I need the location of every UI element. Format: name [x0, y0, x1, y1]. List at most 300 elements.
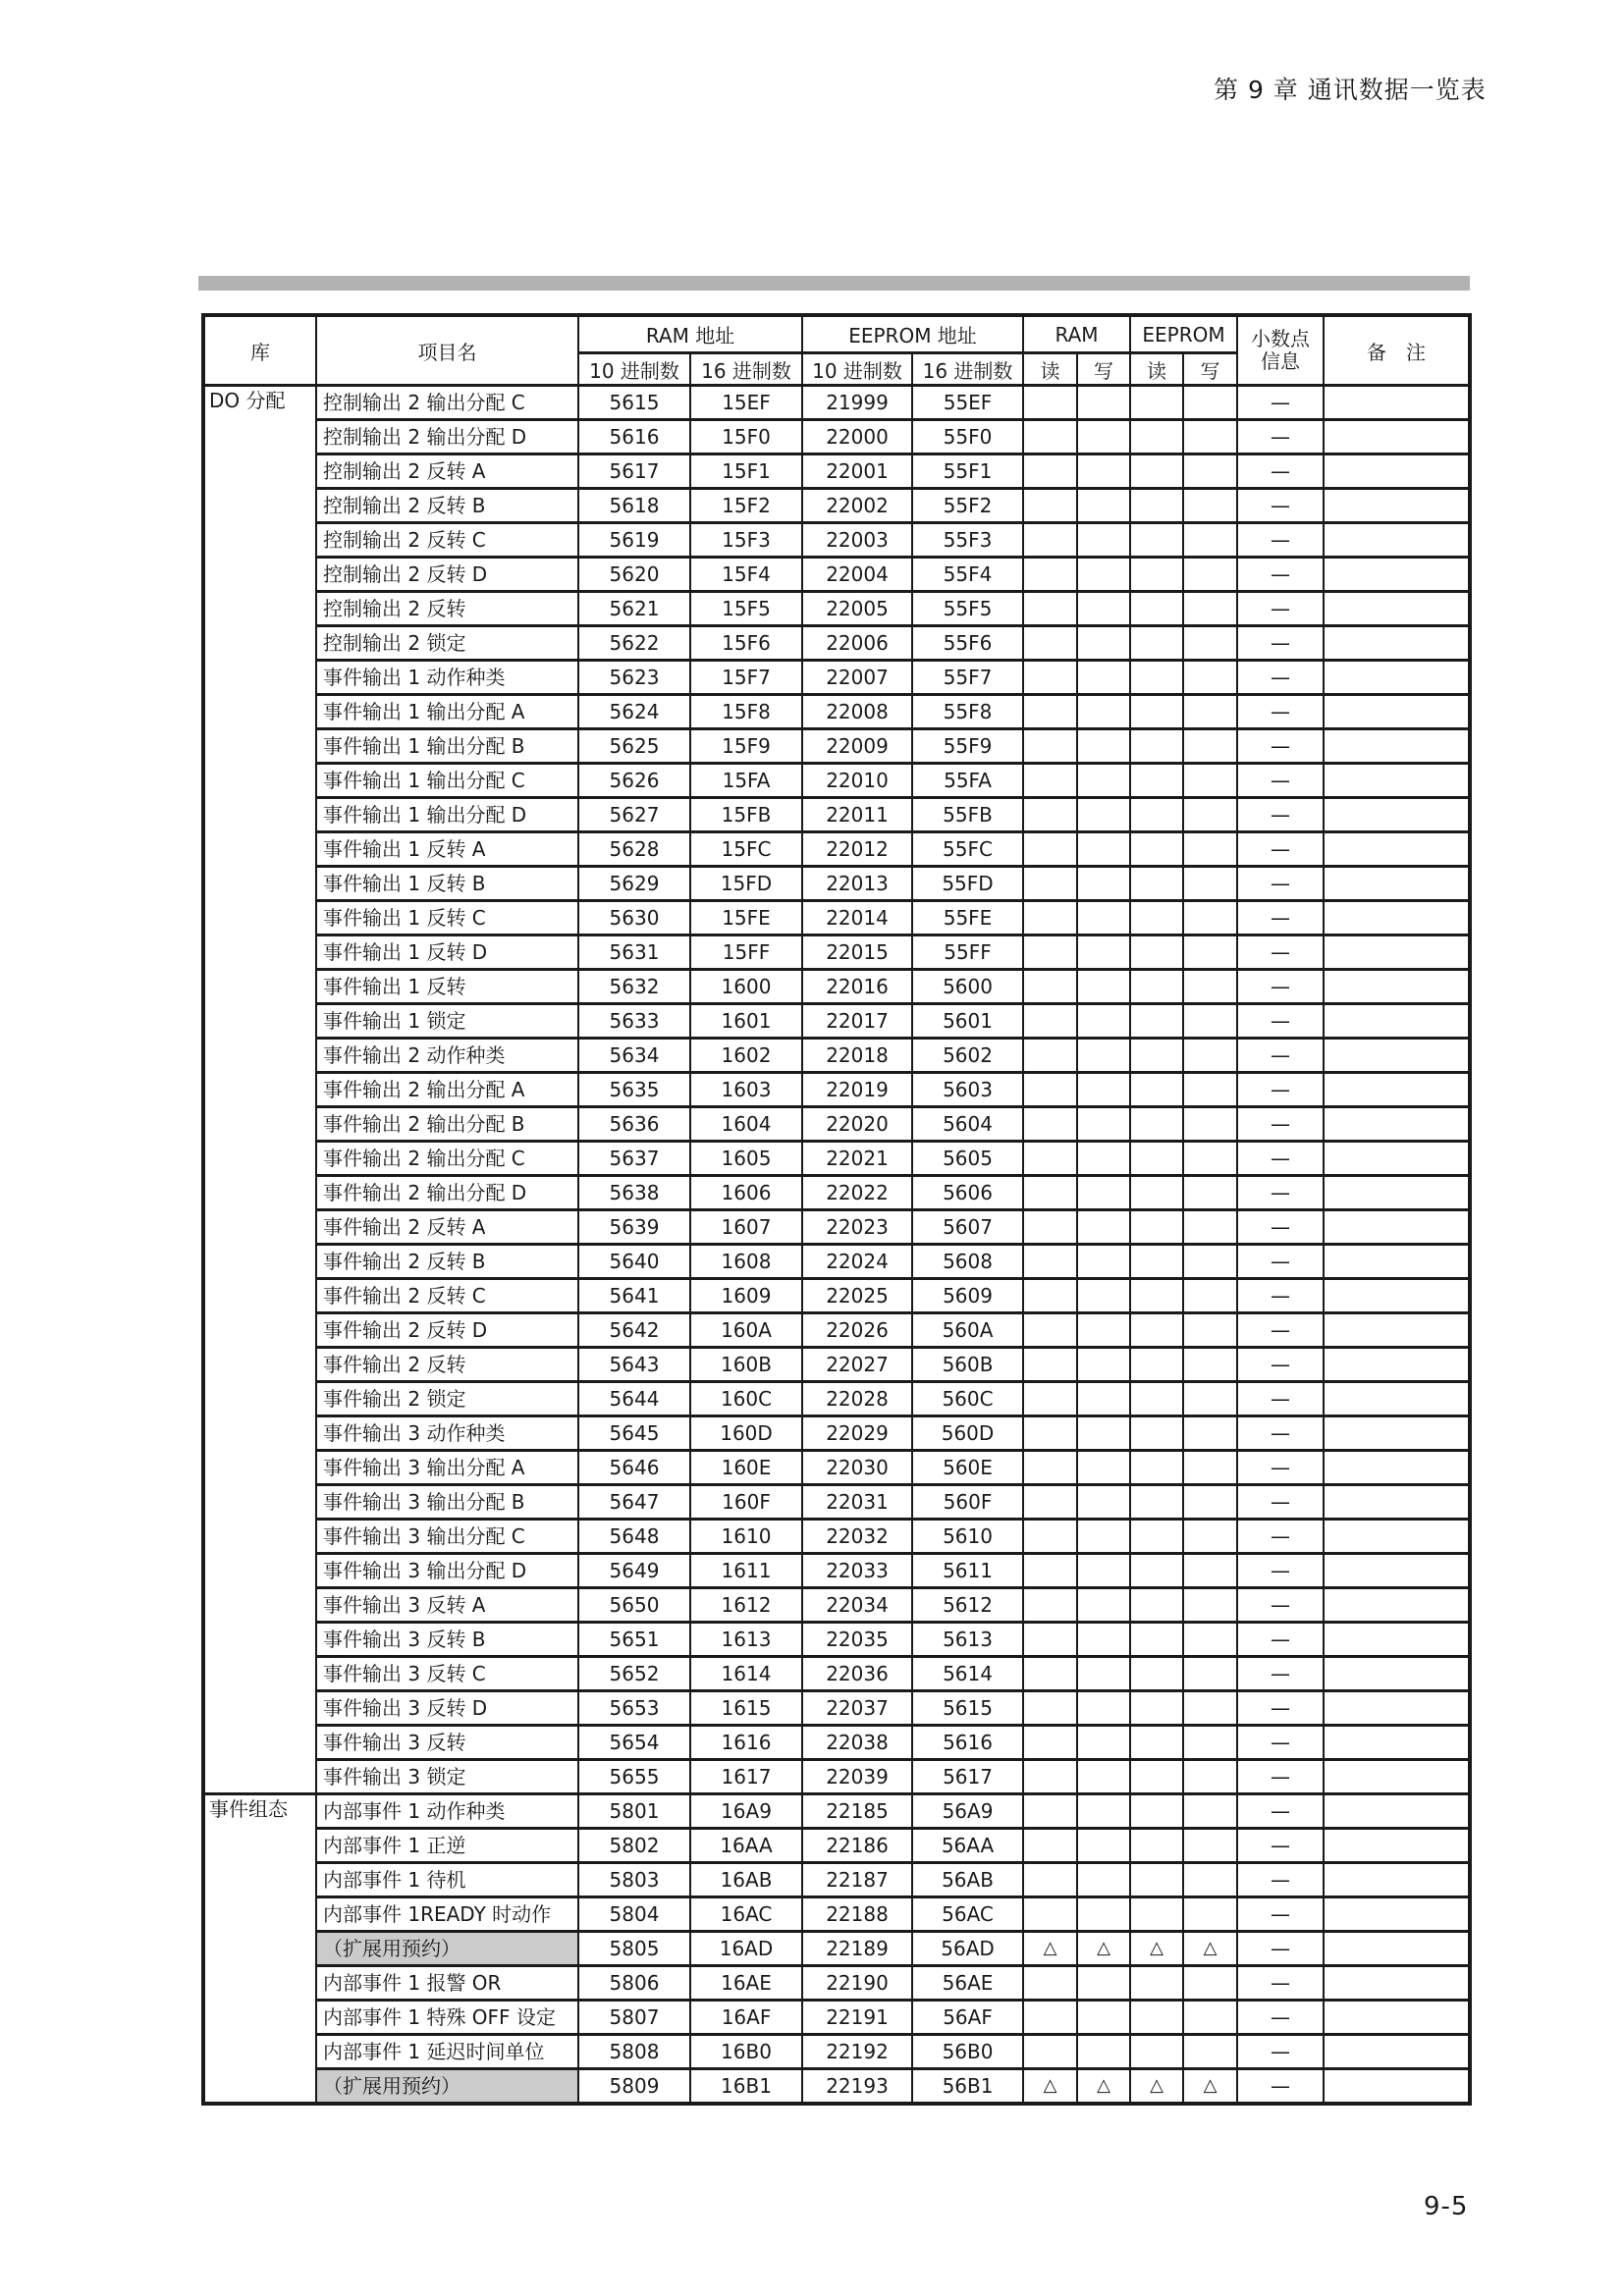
decimal-point-cell: — [1237, 454, 1324, 489]
ram-write-cell [1077, 764, 1130, 798]
decimal-point-cell: — [1237, 1897, 1324, 1932]
remark-cell [1324, 1073, 1470, 1107]
eeprom-read-cell [1130, 1691, 1183, 1726]
col-header-eeprom-address: EEPROM 地址 [802, 315, 1023, 353]
item-name-cell: 事件输出 2 输出分配 D [316, 1176, 578, 1210]
decimal-point-cell: — [1237, 2035, 1324, 2069]
decimal-point-cell: — [1237, 626, 1324, 661]
eeprom-read-cell [1130, 1588, 1183, 1623]
ram-read-cell [1023, 1451, 1077, 1485]
ram-read-cell [1023, 1520, 1077, 1554]
ram-write-cell [1077, 2035, 1130, 2069]
ram-hex-cell: 15F5 [690, 592, 802, 626]
remark-cell [1324, 1691, 1470, 1726]
decimal-point-cell: — [1237, 1966, 1324, 2001]
ram-read-cell [1023, 1142, 1077, 1176]
eeprom-hex-cell: 560C [912, 1382, 1023, 1416]
table-row [203, 901, 1470, 935]
item-name-cell: 内部事件 1 待机 [316, 1863, 578, 1897]
ram-hex-cell: 16AD [690, 1932, 802, 1966]
group-label-cell: 事件组态 [203, 1794, 316, 2105]
eeprom-read-cell [1130, 798, 1183, 832]
decimal-point-cell: — [1237, 1039, 1324, 1073]
table-row [203, 1245, 1470, 1279]
decimal-point-cell: — [1237, 1142, 1324, 1176]
ram-read-cell [1023, 935, 1077, 970]
ram-decimal-cell: 5642 [578, 1313, 690, 1348]
item-name-cell: 控制输出 2 反转 D [316, 558, 578, 592]
ram-hex-cell: 1603 [690, 1073, 802, 1107]
eeprom-read-cell [1130, 1794, 1183, 1829]
table-row [203, 1416, 1470, 1451]
ram-hex-cell: 160D [690, 1416, 802, 1451]
decimal-point-info-line1: 小数点 [1251, 327, 1311, 350]
item-name-cell: 事件输出 2 动作种类 [316, 1039, 578, 1073]
ram-write-cell [1077, 1588, 1130, 1623]
eeprom-read-cell [1130, 1245, 1183, 1279]
col-header-ram-address: RAM 地址 [578, 315, 802, 353]
ram-hex-cell: 1613 [690, 1623, 802, 1657]
ram-write-cell [1077, 386, 1130, 420]
decimal-point-cell: — [1237, 1623, 1324, 1657]
eeprom-write-cell [1183, 798, 1237, 832]
ram-write-cell [1077, 695, 1130, 729]
table-row [203, 661, 1470, 695]
ram-read-cell [1023, 1726, 1077, 1760]
eeprom-decimal-cell: 22012 [802, 832, 912, 867]
ram-decimal-cell: 5803 [578, 1863, 690, 1897]
eeprom-hex-cell: 55FC [912, 832, 1023, 867]
ram-read-cell [1023, 1485, 1077, 1520]
ram-hex-cell: 1606 [690, 1176, 802, 1210]
ram-read-cell [1023, 558, 1077, 592]
ram-decimal-cell: 5630 [578, 901, 690, 935]
table-row [203, 1897, 1470, 1932]
ram-hex-cell: 1611 [690, 1554, 802, 1588]
eeprom-decimal-cell: 22027 [802, 1348, 912, 1382]
eeprom-decimal-cell: 22030 [802, 1451, 912, 1485]
ram-write-cell [1077, 1897, 1130, 1932]
eeprom-hex-cell: 5605 [912, 1142, 1023, 1176]
eeprom-write-cell [1183, 1176, 1237, 1210]
eeprom-read-cell [1130, 1039, 1183, 1073]
decimal-point-cell: — [1237, 1313, 1324, 1348]
item-name-cell: 事件输出 1 输出分配 D [316, 798, 578, 832]
table-row [203, 2035, 1470, 2069]
table-row [203, 1829, 1470, 1863]
item-name-cell: 内部事件 1 特殊 OFF 设定 [316, 2001, 578, 2035]
ram-read-cell [1023, 1313, 1077, 1348]
remark-cell [1324, 1554, 1470, 1588]
remark-cell [1324, 1760, 1470, 1794]
table-body [203, 386, 1470, 2105]
eeprom-write-cell [1183, 832, 1237, 867]
eeprom-write-cell [1183, 1691, 1237, 1726]
decimal-point-cell: — [1237, 1382, 1324, 1416]
ram-hex-cell: 15F4 [690, 558, 802, 592]
ram-hex-cell: 1610 [690, 1520, 802, 1554]
ram-hex-cell: 1615 [690, 1691, 802, 1726]
eeprom-write-cell [1183, 420, 1237, 454]
ram-read-cell [1023, 2001, 1077, 2035]
ram-hex-cell: 1614 [690, 1657, 802, 1691]
eeprom-hex-cell: 55F6 [912, 626, 1023, 661]
ram-hex-cell: 160F [690, 1485, 802, 1520]
eeprom-read-cell [1130, 1485, 1183, 1520]
ram-hex-cell: 15F7 [690, 661, 802, 695]
remark-cell [1324, 420, 1470, 454]
eeprom-hex-cell: 55F4 [912, 558, 1023, 592]
eeprom-read-cell [1130, 1348, 1183, 1382]
eeprom-decimal-cell: 22005 [802, 592, 912, 626]
item-name-cell: 事件输出 3 动作种类 [316, 1416, 578, 1451]
table-row [203, 970, 1470, 1004]
eeprom-decimal-cell: 22017 [802, 1004, 912, 1039]
ram-write-cell [1077, 1279, 1130, 1313]
ram-read-cell [1023, 695, 1077, 729]
ram-decimal-cell: 5639 [578, 1210, 690, 1245]
eeprom-decimal-cell: 22031 [802, 1485, 912, 1520]
eeprom-decimal-cell: 22036 [802, 1657, 912, 1691]
ram-read-cell [1023, 1416, 1077, 1451]
ram-write-cell [1077, 867, 1130, 901]
eeprom-decimal-cell: 22186 [802, 1829, 912, 1863]
eeprom-read-cell [1130, 1623, 1183, 1657]
ram-write-cell [1077, 1760, 1130, 1794]
ram-read-cell [1023, 1829, 1077, 1863]
eeprom-hex-cell: 55F8 [912, 695, 1023, 729]
ram-decimal-cell: 5645 [578, 1416, 690, 1451]
item-name-cell: 事件输出 1 输出分配 B [316, 729, 578, 764]
remark-cell [1324, 901, 1470, 935]
ram-write-cell [1077, 1691, 1130, 1726]
ram-read-cell [1023, 1760, 1077, 1794]
eeprom-read-cell [1130, 1142, 1183, 1176]
ram-hex-cell: 1604 [690, 1107, 802, 1142]
remark-cell [1324, 1039, 1470, 1073]
eeprom-hex-cell: 55FF [912, 935, 1023, 970]
item-name-cell: 内部事件 1READY 时动作 [316, 1897, 578, 1932]
decimal-point-cell: — [1237, 1210, 1324, 1245]
decimal-point-cell: — [1237, 832, 1324, 867]
item-name-cell: 事件输出 3 输出分配 B [316, 1485, 578, 1520]
ram-decimal-cell: 5646 [578, 1451, 690, 1485]
eeprom-hex-cell: 56A9 [912, 1794, 1023, 1829]
ram-hex-cell: 160E [690, 1451, 802, 1485]
table-row [203, 1691, 1470, 1726]
eeprom-read-cell [1130, 1073, 1183, 1107]
remark-cell [1324, 1657, 1470, 1691]
eeprom-read-cell [1130, 420, 1183, 454]
ram-hex-cell: 15F1 [690, 454, 802, 489]
decimal-point-cell: — [1237, 867, 1324, 901]
item-name-cell: 事件输出 1 锁定 [316, 1004, 578, 1039]
ram-hex-cell: 15F9 [690, 729, 802, 764]
ram-read-cell [1023, 2035, 1077, 2069]
eeprom-read-cell [1130, 454, 1183, 489]
eeprom-hex-cell: 5616 [912, 1726, 1023, 1760]
ram-hex-cell: 160C [690, 1382, 802, 1416]
eeprom-decimal-cell: 22006 [802, 626, 912, 661]
ram-read-cell [1023, 1863, 1077, 1897]
eeprom-decimal-cell: 22003 [802, 523, 912, 558]
eeprom-write-cell [1183, 1210, 1237, 1245]
ram-write-cell [1077, 2001, 1130, 2035]
ram-hex-cell: 15F0 [690, 420, 802, 454]
eeprom-hex-cell: 5615 [912, 1691, 1023, 1726]
eeprom-hex-cell: 55EF [912, 386, 1023, 420]
ram-hex-cell: 1617 [690, 1760, 802, 1794]
eeprom-write-cell [1183, 1279, 1237, 1313]
table-row [203, 1004, 1470, 1039]
eeprom-write-cell [1183, 1760, 1237, 1794]
eeprom-hex-cell: 5601 [912, 1004, 1023, 1039]
ram-hex-cell: 1600 [690, 970, 802, 1004]
eeprom-hex-cell: 5603 [912, 1073, 1023, 1107]
ram-write-cell [1077, 1142, 1130, 1176]
eeprom-read-cell [1130, 2035, 1183, 2069]
table-row [203, 1142, 1470, 1176]
eeprom-read-cell [1130, 901, 1183, 935]
table-header [203, 315, 1470, 386]
remark-cell [1324, 661, 1470, 695]
remark-cell [1324, 1004, 1470, 1039]
ram-hex-cell: 15FE [690, 901, 802, 935]
ram-read-cell [1023, 661, 1077, 695]
group-label-cell: DO 分配 [203, 386, 316, 1794]
ram-write-cell [1077, 489, 1130, 523]
ram-hex-cell: 15FA [690, 764, 802, 798]
table-row [203, 489, 1470, 523]
ram-hex-cell: 16A9 [690, 1794, 802, 1829]
communication-data-table [201, 313, 1472, 2106]
table-row [203, 935, 1470, 970]
remark-cell [1324, 1863, 1470, 1897]
eeprom-decimal-cell: 22193 [802, 2069, 912, 2105]
eeprom-decimal-cell: 22192 [802, 2035, 912, 2069]
item-name-cell: 事件输出 3 锁定 [316, 1760, 578, 1794]
ram-write-cell [1077, 1313, 1130, 1348]
eeprom-write-cell [1183, 1829, 1237, 1863]
eeprom-hex-cell: 56AB [912, 1863, 1023, 1897]
ram-decimal-cell: 5635 [578, 1073, 690, 1107]
ram-hex-cell: 15FF [690, 935, 802, 970]
item-name-cell: 事件输出 2 输出分配 B [316, 1107, 578, 1142]
decimal-point-cell: — [1237, 386, 1324, 420]
eeprom-read-cell [1130, 626, 1183, 661]
ram-hex-cell: 1602 [690, 1039, 802, 1073]
table-row [203, 1451, 1470, 1485]
eeprom-decimal-cell: 22011 [802, 798, 912, 832]
eeprom-hex-cell: 5613 [912, 1623, 1023, 1657]
eeprom-write-cell [1183, 764, 1237, 798]
ram-hex-cell: 15F8 [690, 695, 802, 729]
eeprom-hex-cell: 5608 [912, 1245, 1023, 1279]
eeprom-hex-cell: 56B0 [912, 2035, 1023, 2069]
item-name-cell: 事件输出 1 输出分配 A [316, 695, 578, 729]
ram-write-cell [1077, 1726, 1130, 1760]
section-divider-bar [198, 276, 1470, 291]
ram-decimal-cell: 5649 [578, 1554, 690, 1588]
eeprom-decimal-cell: 22000 [802, 420, 912, 454]
ram-read-cell [1023, 626, 1077, 661]
ram-write-cell [1077, 1073, 1130, 1107]
ram-write-cell: △ [1077, 1932, 1130, 1966]
ram-read-cell [1023, 1073, 1077, 1107]
eeprom-write-cell [1183, 1554, 1237, 1588]
col-header-item-name: 项目名 [316, 315, 578, 386]
eeprom-read-cell [1130, 489, 1183, 523]
ram-hex-cell: 1612 [690, 1588, 802, 1623]
eeprom-read-cell [1130, 592, 1183, 626]
eeprom-write-cell: △ [1183, 1932, 1237, 1966]
ram-write-cell: △ [1077, 2069, 1130, 2105]
eeprom-hex-cell: 56AC [912, 1897, 1023, 1932]
remark-cell [1324, 1382, 1470, 1416]
ram-decimal-cell: 5637 [578, 1142, 690, 1176]
remark-cell [1324, 1485, 1470, 1520]
ram-write-cell [1077, 935, 1130, 970]
eeprom-decimal-cell: 22039 [802, 1760, 912, 1794]
item-name-cell: 事件输出 2 反转 A [316, 1210, 578, 1245]
item-name-cell: 事件输出 2 反转 [316, 1348, 578, 1382]
decimal-point-cell: — [1237, 2001, 1324, 2035]
eeprom-read-cell [1130, 1726, 1183, 1760]
ram-decimal-cell: 5620 [578, 558, 690, 592]
ram-read-cell: △ [1023, 1932, 1077, 1966]
table-row [203, 1863, 1470, 1897]
item-name-cell: 事件输出 2 输出分配 C [316, 1142, 578, 1176]
decimal-point-cell: — [1237, 798, 1324, 832]
ram-decimal-cell: 5806 [578, 1966, 690, 2001]
remark-cell [1324, 1313, 1470, 1348]
ram-decimal-cell: 5619 [578, 523, 690, 558]
eeprom-hex-cell: 55F3 [912, 523, 1023, 558]
col-header-ram-hex: 16 进制数 [690, 353, 802, 386]
decimal-point-cell: — [1237, 1451, 1324, 1485]
eeprom-decimal-cell: 22037 [802, 1691, 912, 1726]
ram-write-cell [1077, 1829, 1130, 1863]
eeprom-decimal-cell: 22008 [802, 695, 912, 729]
item-name-cell: 事件输出 2 锁定 [316, 1382, 578, 1416]
table-row [203, 1039, 1470, 1073]
eeprom-write-cell [1183, 1313, 1237, 1348]
ram-decimal-cell: 5801 [578, 1794, 690, 1829]
ram-decimal-cell: 5648 [578, 1520, 690, 1554]
table-row [203, 1623, 1470, 1657]
eeprom-write-cell [1183, 454, 1237, 489]
col-header-ram-read: 读 [1023, 353, 1077, 386]
ram-decimal-cell: 5636 [578, 1107, 690, 1142]
item-name-cell: 事件输出 2 反转 D [316, 1313, 578, 1348]
eeprom-read-cell [1130, 1829, 1183, 1863]
ram-write-cell [1077, 1863, 1130, 1897]
ram-write-cell [1077, 1966, 1130, 2001]
decimal-point-cell: — [1237, 1760, 1324, 1794]
item-name-cell: 事件输出 2 反转 C [316, 1279, 578, 1313]
ram-decimal-cell: 5807 [578, 2001, 690, 2035]
ram-hex-cell: 15FD [690, 867, 802, 901]
table-row [203, 798, 1470, 832]
eeprom-read-cell [1130, 1657, 1183, 1691]
remark-cell [1324, 1932, 1470, 1966]
eeprom-read-cell [1130, 1107, 1183, 1142]
ram-write-cell [1077, 1245, 1130, 1279]
table-row [203, 1966, 1470, 2001]
eeprom-decimal-cell: 22001 [802, 454, 912, 489]
ram-read-cell [1023, 1554, 1077, 1588]
ram-write-cell [1077, 1623, 1130, 1657]
eeprom-decimal-cell: 22019 [802, 1073, 912, 1107]
eeprom-hex-cell: 56AA [912, 1829, 1023, 1863]
ram-hex-cell: 15F6 [690, 626, 802, 661]
eeprom-decimal-cell: 22021 [802, 1142, 912, 1176]
ram-decimal-cell: 5809 [578, 2069, 690, 2105]
ram-hex-cell: 16AC [690, 1897, 802, 1932]
eeprom-decimal-cell: 22002 [802, 489, 912, 523]
ram-hex-cell: 160A [690, 1313, 802, 1348]
eeprom-hex-cell: 56AF [912, 2001, 1023, 2035]
ram-write-cell [1077, 626, 1130, 661]
eeprom-write-cell [1183, 867, 1237, 901]
item-name-cell: 控制输出 2 锁定 [316, 626, 578, 661]
eeprom-decimal-cell: 22016 [802, 970, 912, 1004]
eeprom-read-cell: △ [1130, 1932, 1183, 1966]
item-name-cell: 内部事件 1 动作种类 [316, 1794, 578, 1829]
eeprom-read-cell [1130, 695, 1183, 729]
table-row [203, 558, 1470, 592]
ram-hex-cell: 1608 [690, 1245, 802, 1279]
eeprom-write-cell [1183, 2001, 1237, 2035]
ram-decimal-cell: 5618 [578, 489, 690, 523]
remark-cell [1324, 1966, 1470, 2001]
eeprom-write-cell [1183, 1004, 1237, 1039]
col-header-ram: RAM [1023, 315, 1130, 353]
remark-cell [1324, 1520, 1470, 1554]
table-row [203, 626, 1470, 661]
decimal-point-cell: — [1237, 1485, 1324, 1520]
eeprom-write-cell [1183, 1520, 1237, 1554]
ram-decimal-cell: 5632 [578, 970, 690, 1004]
decimal-point-cell: — [1237, 1932, 1324, 1966]
eeprom-decimal-cell: 22022 [802, 1176, 912, 1210]
eeprom-read-cell [1130, 970, 1183, 1004]
eeprom-decimal-cell: 22038 [802, 1726, 912, 1760]
eeprom-decimal-cell: 22029 [802, 1416, 912, 1451]
item-name-cell: 事件输出 3 输出分配 C [316, 1520, 578, 1554]
decimal-point-cell: — [1237, 558, 1324, 592]
decimal-point-cell: — [1237, 764, 1324, 798]
ram-decimal-cell: 5640 [578, 1245, 690, 1279]
chapter-header: 第 9 章 通讯数据一览表 [1214, 76, 1487, 104]
ram-decimal-cell: 5804 [578, 1897, 690, 1932]
table-row [203, 695, 1470, 729]
ram-write-cell [1077, 1451, 1130, 1485]
table-row [203, 1210, 1470, 1245]
eeprom-write-cell [1183, 970, 1237, 1004]
eeprom-write-cell [1183, 901, 1237, 935]
eeprom-hex-cell: 55F1 [912, 454, 1023, 489]
table-row [203, 1520, 1470, 1554]
remark-cell [1324, 454, 1470, 489]
eeprom-decimal-cell: 22020 [802, 1107, 912, 1142]
ram-decimal-cell: 5653 [578, 1691, 690, 1726]
table-row [203, 2001, 1470, 2035]
table-row [203, 1382, 1470, 1416]
eeprom-write-cell [1183, 1348, 1237, 1382]
ram-decimal-cell: 5651 [578, 1623, 690, 1657]
eeprom-read-cell [1130, 1416, 1183, 1451]
